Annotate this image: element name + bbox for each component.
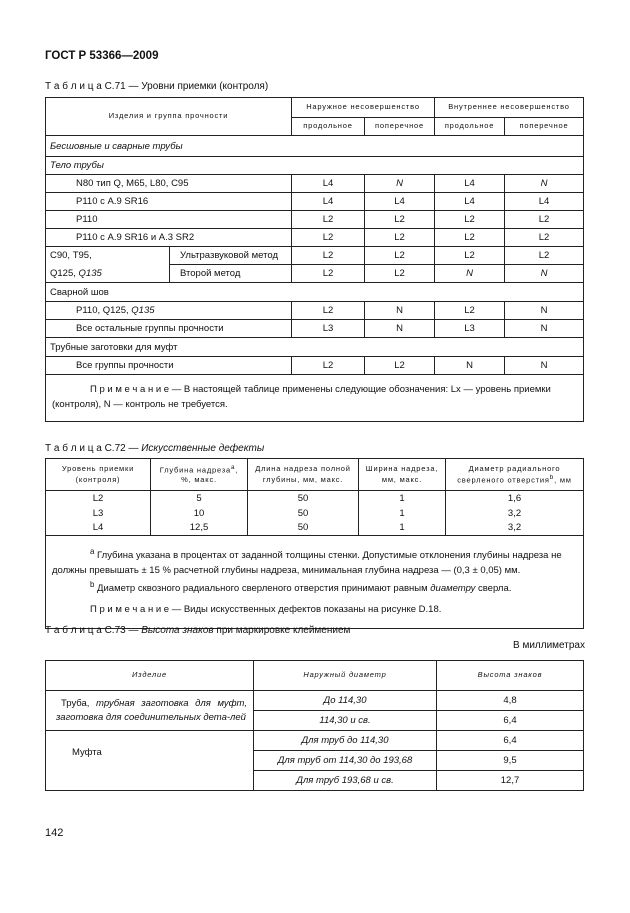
grade-group-cell: С90, Т95, Q125, Q135 bbox=[46, 247, 170, 283]
section-seamless: Бесшовные и сварные трубы bbox=[46, 136, 584, 157]
table-row: L4 12,5 50 1 3,2 bbox=[46, 521, 584, 536]
col-header-product: Изделия и группа прочности bbox=[46, 98, 292, 136]
col-header-height: Высота знаков bbox=[437, 661, 584, 691]
method-second: Второй метод bbox=[170, 265, 292, 283]
sub-header-trans: поперечное bbox=[365, 118, 435, 136]
table-row: Для труб от 114,30 до 193,68 9,5 bbox=[46, 751, 584, 771]
col-header-outer: Наружное несовершенство bbox=[292, 98, 435, 118]
footnote-a: $^a$ Глубина указана в процентах от заданной толщины стенки. Допустимые отклонения глубины надреза не должны превышать ± 15 % расчетной глубины надреза, минимальная глубина надреза — (0,3 ± 0,05) мм. bbox=[52, 547, 562, 577]
product-pipe: Труба, трубная заготовка для муфт, заготовка для соединительных дета-лей bbox=[46, 691, 254, 731]
table-row: Муфта Для труб до 114,30 6,4 bbox=[46, 731, 584, 751]
table-row: L3 10 50 1 3,2 bbox=[46, 506, 584, 521]
table-row: P110 с А.9 SR16 L4 L4 L4 L4 bbox=[46, 193, 584, 211]
table-row: 114,30 и св. 6,4 bbox=[46, 711, 584, 731]
table-row: P110, Q125, Q135 L2 N L2 N bbox=[46, 302, 584, 320]
col-header-depth: Глубина надреза$^a$, %, макс. bbox=[151, 459, 248, 491]
sub-header-long: продольное bbox=[435, 118, 505, 136]
table-row: P110 с А.9 SR16 и А.3 SR2 L2 L2 L2 L2 bbox=[46, 229, 584, 247]
table-c73-caption: Т а б л и ц а С.73 — Высота знаков при маркировке клеймением bbox=[45, 625, 351, 636]
table-row: Труба, трубная заготовка для муфт, заготовка для соединительных дета-лей До 114,30 4,8 bbox=[46, 691, 584, 711]
product-coupling: Муфта bbox=[46, 731, 254, 791]
col-header-level: Уровень приемки (контроля) bbox=[46, 459, 151, 491]
table-row: P110 L2 L2 L2 L2 bbox=[46, 211, 584, 229]
table-c72-note: П р и м е ч а н и е — Виды искусственных дефектов показаны на рисунке D.18. bbox=[90, 603, 442, 615]
table-label: Т а б л и ц а bbox=[45, 81, 102, 92]
table-c71 bbox=[45, 97, 584, 422]
method-ultrasonic: Ультразвуковой метод bbox=[170, 247, 292, 265]
col-header-diameter: Диаметр радиального сверленого отверстия$^b$, мм bbox=[446, 459, 584, 491]
table-row: N80 тип Q, M65, L80, C95 L4 N L4 N bbox=[46, 175, 584, 193]
col-header-width: Ширина надреза, мм, макс. bbox=[359, 459, 446, 491]
col-header-diameter: Наружный диаметр bbox=[254, 661, 437, 691]
table-row: Второй метод L2 L2 N N bbox=[46, 265, 584, 283]
table-c71-caption bbox=[45, 81, 268, 92]
document-header: ГОСТ Р 53366—2009 bbox=[45, 50, 159, 62]
col-header-product: Изделие bbox=[46, 661, 254, 691]
table-row: С90, Т95, Q125, Q135 Ультразвуковой метод L2 L2 L2 L2 bbox=[46, 247, 584, 265]
table-title: С.71 — Уровни приемки (контроля) bbox=[104, 81, 269, 92]
table-row: Все остальные группы прочности L3 N L3 N bbox=[46, 320, 584, 338]
section-blanks: Трубные заготовки для муфт bbox=[46, 338, 584, 357]
table-row: Для труб 193,68 и св. 12,7 bbox=[46, 771, 584, 791]
table-c71-note: П р и м е ч а н и е — В настоящей таблице применены следующие обозначения: Lx — уровень приемки (контроля), N — контроль не требуется. bbox=[46, 375, 584, 422]
table-c72-footnotes bbox=[46, 536, 584, 629]
table-c72-caption: Т а б л и ц а С.72 — Искусственные дефекты bbox=[45, 443, 265, 454]
section-weld: Сварной шов bbox=[46, 283, 584, 302]
section-body: Тело трубы bbox=[46, 157, 584, 175]
table-row: Все группы прочности L2 L2 N N bbox=[46, 357, 584, 375]
col-header-length: Длина надреза полной глубины, мм, макс. bbox=[248, 459, 359, 491]
page-number: 142 bbox=[45, 827, 64, 839]
table-c72 bbox=[45, 458, 584, 629]
units-label: В миллиметрах bbox=[513, 640, 585, 651]
table-c73 bbox=[45, 660, 584, 791]
col-header-inner: Внутреннее несовершенство bbox=[435, 98, 584, 118]
table-row: L2 5 50 1 1,6 bbox=[46, 491, 584, 506]
sub-header-trans: поперечное bbox=[505, 118, 584, 136]
footnote-b: $^b$ Диаметр сквозного радиального сверленого отверстия принимают равным диаметру сверла. bbox=[90, 580, 512, 595]
sub-header-long: продольное bbox=[292, 118, 365, 136]
